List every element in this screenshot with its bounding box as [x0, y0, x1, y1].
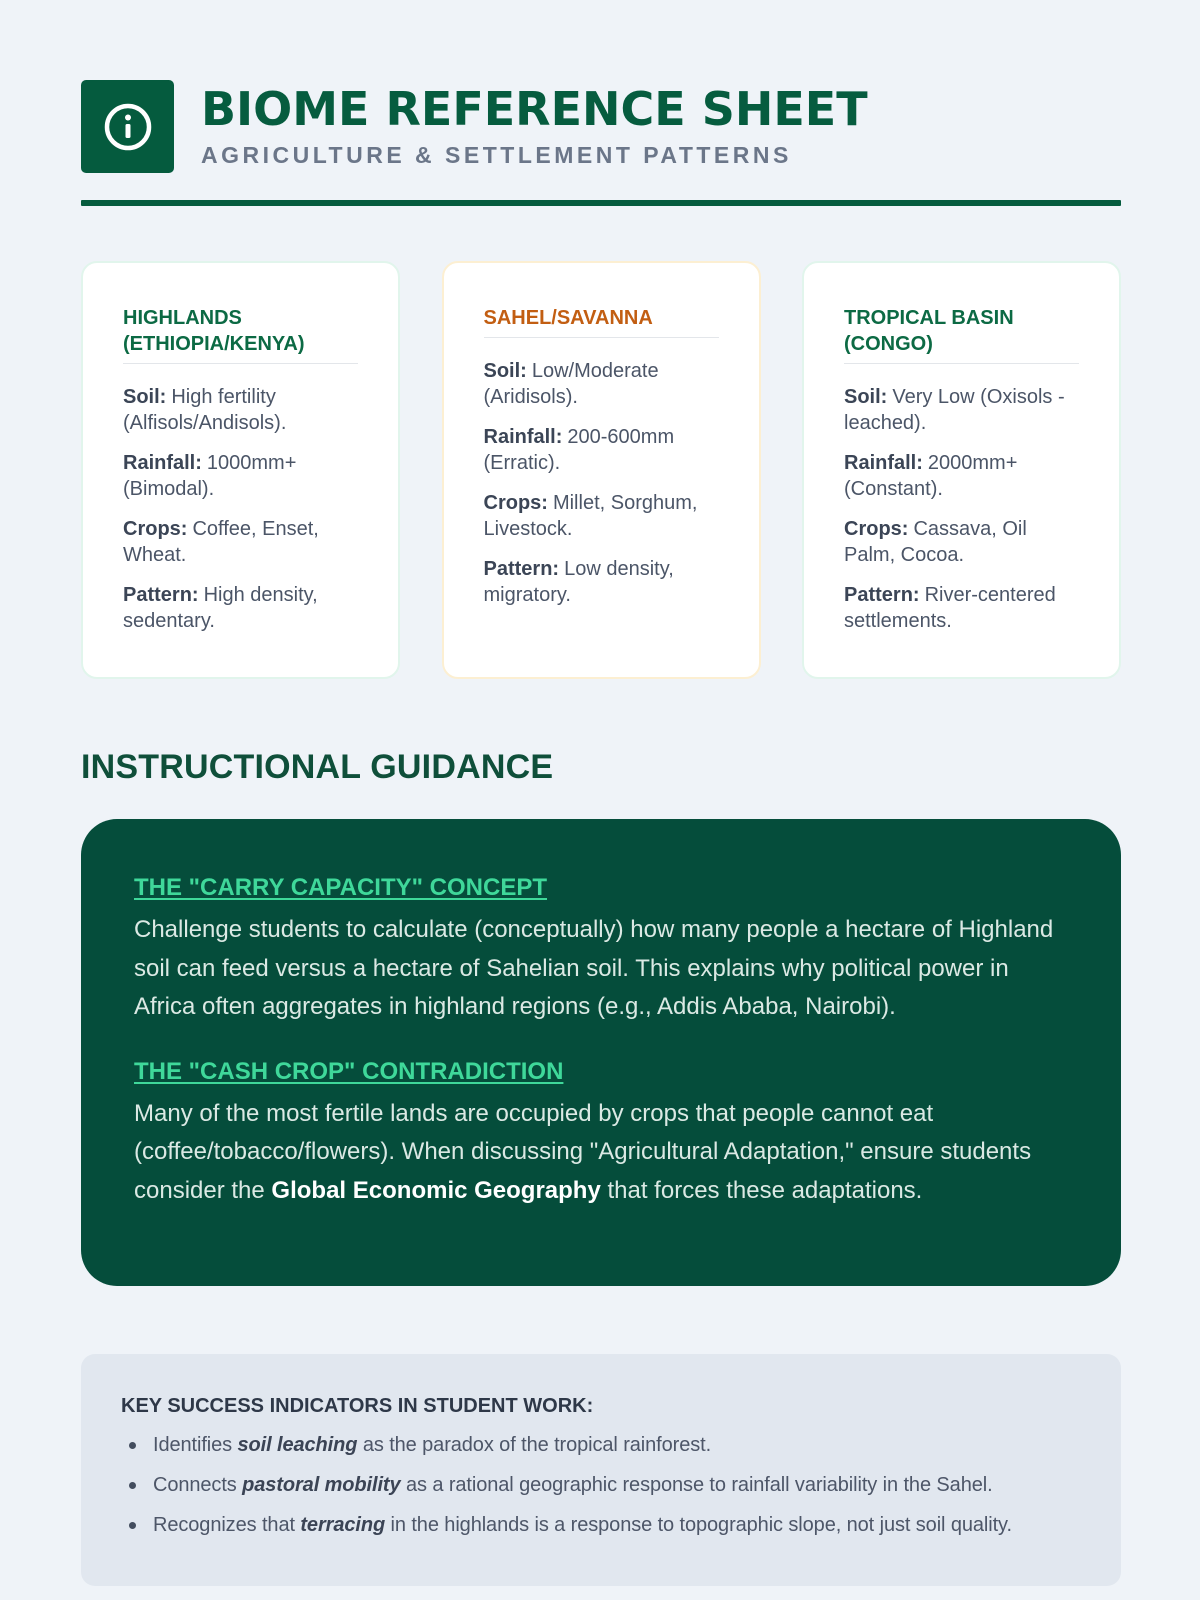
indicator-emphasis: pastoral mobility [242, 1474, 401, 1496]
pattern-field [484, 556, 719, 608]
crops-value: Cassava, Oil Palm, Cocoa. [844, 518, 1027, 566]
bullet-icon [129, 1522, 136, 1529]
crops-value: Millet, Sorghum, Livestock. [483, 492, 698, 540]
guidance-text: Many of the most fertile lands are occupied by crops that people cannot eat (coffee/tobacco/flowers). When discussing "Agricultural Adaptation," ensure students consider the [134, 1099, 1032, 1204]
indicator-text: as a rational geographic response to rainfall variability in the Sahel. [400, 1474, 993, 1496]
indicator-text: as the paradox of the tropical rainforest. [357, 1434, 712, 1456]
info-circle-icon [102, 101, 154, 153]
pattern-field [123, 582, 358, 634]
rainfall-label: Rainfall: [123, 452, 202, 474]
bullet-icon [129, 1482, 136, 1489]
indicator-emphasis: soil leaching [237, 1434, 358, 1456]
pattern-value: High density, sedentary. [123, 584, 318, 632]
biome-cards [81, 261, 1121, 679]
success-indicators-panel [81, 1354, 1121, 1586]
rainfall-field [123, 450, 358, 502]
biome-card-title: HIGHLANDS (ETHIOPIA/KENYA) [123, 305, 358, 364]
biome-card-title: TROPICAL BASIN (CONGO) [844, 305, 1079, 364]
header-logo [81, 80, 174, 173]
rainfall-value: 1000mm+ (Bimodal). [123, 452, 297, 500]
indicator-text: Recognizes that [153, 1514, 301, 1536]
rainfall-field [844, 450, 1079, 502]
rainfall-value: 2000mm+ (Constant). [844, 452, 1018, 500]
indicators-list [121, 1432, 1081, 1538]
page-header [81, 80, 1121, 206]
crops-field [484, 490, 719, 542]
crops-label: Crops: [123, 518, 188, 540]
rainfall-label: Rainfall: [483, 426, 563, 448]
biome-card-sahel [442, 261, 761, 679]
guidance-panel [81, 819, 1121, 1286]
indicator-text: Identifies [153, 1434, 238, 1456]
guidance-body: Challenge students to calculate (conceptually) how many people a hectare of Highland soil can feed versus a hectare of Sahelian soil. This explains why political power in Africa often aggregates in highland regions (e.g., Addis Ababa, Nairobi). [134, 916, 1054, 1020]
soil-field [844, 384, 1079, 436]
list-item [121, 1512, 1081, 1538]
pattern-label: Pattern: [483, 558, 560, 580]
indicators-title: KEY SUCCESS INDICATORS IN STUDENT WORK: [121, 1395, 594, 1417]
pattern-field [844, 582, 1079, 634]
guidance-text: that forces these adaptations. [600, 1176, 923, 1204]
soil-field [484, 358, 719, 410]
biome-card-highlands [81, 261, 400, 679]
crops-label: Crops: [483, 492, 548, 514]
page-title: BIOME REFERENCE SHEET [201, 82, 868, 136]
rainfall-value: 200-600mm (Erratic). [483, 426, 675, 474]
bullet-icon [129, 1442, 136, 1449]
list-item [121, 1472, 1081, 1498]
list-item [121, 1432, 1081, 1458]
soil-value: Low/Moderate (Aridisols). [483, 360, 659, 408]
crops-label: Crops: [844, 518, 909, 540]
page-subtitle: AGRICULTURE & SETTLEMENT PATTERNS [201, 142, 792, 168]
guidance-title: THE "CASH CROP" CONTRADICTION [134, 1057, 564, 1085]
guidance-title: THE "CARRY CAPACITY" CONCEPT [134, 874, 548, 901]
indicator-emphasis: terracing [300, 1514, 386, 1536]
crops-field [123, 516, 358, 568]
pattern-value: Low density, migratory. [483, 558, 674, 606]
soil-value: Very Low (Oxisols - leached). [844, 386, 1065, 434]
biome-card-tropical-basin [802, 261, 1121, 679]
crops-field [844, 516, 1079, 568]
guidance-emphasis: Global Economic Geography [271, 1176, 601, 1204]
pattern-label: Pattern: [844, 584, 920, 606]
pattern-value: River-centered settlements. [844, 584, 1056, 632]
soil-label: Soil: [844, 386, 888, 408]
soil-label: Soil: [123, 386, 167, 408]
biome-card-title: SAHEL/SAVANNA [484, 305, 719, 338]
rainfall-label: Rainfall: [844, 452, 923, 474]
crops-value: Coffee, Enset, Wheat. [123, 518, 319, 566]
pattern-label: Pattern: [123, 584, 199, 606]
soil-field [123, 384, 358, 436]
guidance-body [134, 1095, 1067, 1211]
header-divider [81, 200, 1121, 206]
section-heading: INSTRUCTIONAL GUIDANCE [81, 748, 554, 786]
soil-label: Soil: [483, 360, 527, 382]
soil-value: High fertility (Alfisols/Andisols). [123, 386, 287, 434]
indicator-text: Connects [153, 1474, 243, 1496]
rainfall-field [484, 424, 719, 476]
indicator-text: in the highlands is a response to topographic slope, not just soil quality. [385, 1514, 1012, 1536]
